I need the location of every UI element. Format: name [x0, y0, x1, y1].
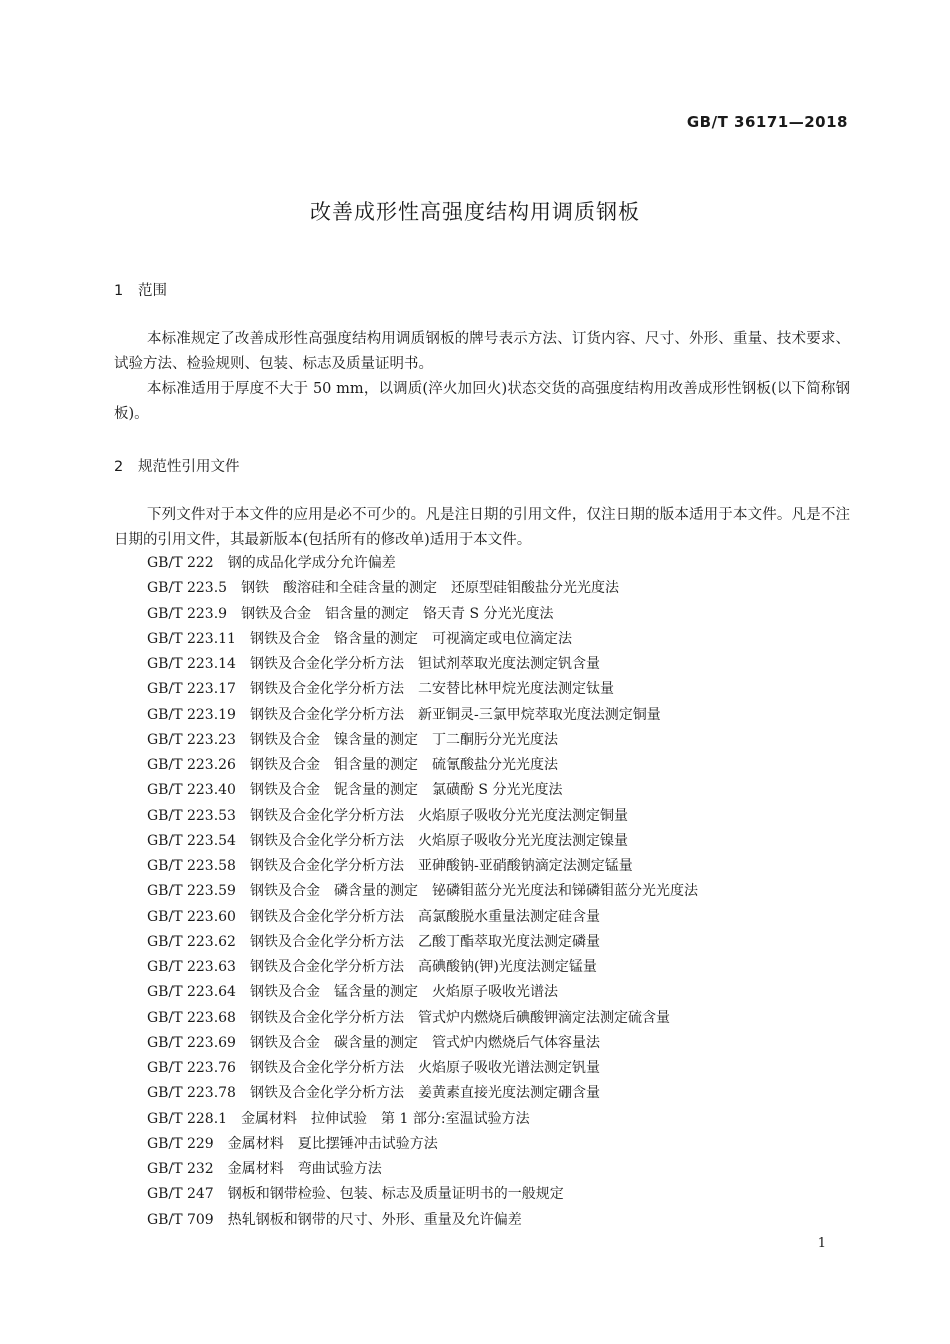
- reference-code: GB/T 709: [147, 1211, 214, 1228]
- reference-item: [147, 879, 698, 904]
- reference-item: [147, 551, 698, 576]
- section-number: 1: [114, 283, 124, 299]
- reference-item: [147, 1056, 698, 1081]
- reference-title: 钢板和钢带检验、包装、标志及质量证明书的一般规定: [227, 1186, 564, 1203]
- reference-title: 钢铁及合金化学分析方法 高碘酸钠(钾)光度法测定锰量: [249, 959, 597, 975]
- reference-item: [147, 778, 698, 803]
- reference-title: 钢铁及合金 铌含量的测定 氯磺酚 S 分光光度法: [249, 782, 563, 799]
- reference-code: GB/T 223.5: [147, 580, 228, 597]
- page-number: 1: [817, 1236, 826, 1251]
- reference-title: 钢铁及合金化学分析方法 姜黄素直接光度法测定硼含量: [249, 1085, 600, 1102]
- reference-title: 钢铁及合金化学分析方法 亚砷酸钠-亚硝酸钠滴定法测定锰量: [249, 858, 633, 874]
- reference-item: [147, 1006, 698, 1031]
- reference-title: 钢铁及合金 铬含量的测定 可视滴定或电位滴定法: [249, 630, 572, 647]
- reference-title: 钢铁及合金 磷含量的测定 铋磷钼蓝分光光度法和锑磷钼蓝分光光度法: [249, 883, 698, 900]
- reference-code: GB/T 223.58: [147, 858, 236, 874]
- reference-code: GB/T 223.78: [147, 1085, 236, 1102]
- reference-code: GB/T 223.17: [147, 681, 236, 698]
- reference-item: [147, 703, 698, 728]
- reference-code: GB/T 223.59: [147, 883, 236, 900]
- section-title: 规范性引用文件: [138, 459, 240, 475]
- scope-paragraph-1: 本标准规定了改善成形性高强度结构用调质钢板的牌号表示方法、订货内容、尺寸、外形、重量、技术要求、试验方法、检验规则、包装、标志及质量证明书。: [114, 331, 850, 372]
- reference-code: GB/T 247: [147, 1186, 214, 1203]
- reference-code: GB/T 223.64: [147, 984, 236, 1001]
- reference-title: 钢铁及合金 镍含量的测定 丁二酮肟分光光度法: [249, 731, 558, 748]
- reference-title: 钢铁 酸溶硅和全硅含量的测定 还原型硅钼酸盐分光光度法: [241, 580, 620, 597]
- section-2-heading: [114, 455, 240, 476]
- reference-title: 钢铁及合金化学分析方法 火焰原子吸收光谱法测定钒量: [249, 1060, 600, 1076]
- reference-code: GB/T 223.54: [147, 832, 236, 849]
- reference-title: 钢铁及合金化学分析方法 乙酸丁酯萃取光度法测定磷量: [249, 933, 600, 950]
- reference-title: 金属材料 弯曲试验方法: [227, 1161, 382, 1177]
- reference-title: 钢铁及合金 钼含量的测定 硫氰酸盐分光光度法: [249, 757, 558, 773]
- reference-item: [147, 1208, 698, 1233]
- reference-code: GB/T 223.63: [147, 959, 236, 975]
- reference-item: [147, 576, 698, 601]
- reference-title: 钢铁及合金化学分析方法 火焰原子吸收分光光度法测定铜量: [249, 807, 628, 824]
- reference-code: GB/T 223.76: [147, 1060, 236, 1076]
- reference-code: GB/T 228.1: [147, 1110, 228, 1127]
- reference-item: [147, 1107, 698, 1132]
- reference-title: 钢铁及合金化学分析方法 火焰原子吸收分光光度法测定镍量: [249, 832, 628, 849]
- reference-item: [147, 804, 698, 829]
- reference-item: [147, 930, 698, 955]
- reference-code: GB/T 223.11: [147, 630, 236, 647]
- reference-item: [147, 1182, 698, 1207]
- reference-item: [147, 1157, 698, 1182]
- reference-code: GB/T 223.68: [147, 1009, 236, 1026]
- reference-title: 钢铁及合金化学分析方法 高氯酸脱水重量法测定硅含量: [249, 908, 600, 925]
- scope-paragraph-2: 本标准适用于厚度不大于 50 mm，以调质(淬火加回火)状态交货的高强度结构用改善成形性钢板(以下简称钢板)。: [114, 381, 850, 422]
- reference-item: [147, 1132, 698, 1157]
- reference-item: [147, 677, 698, 702]
- reference-title: 钢的成品化学成分允许偏差: [227, 555, 396, 571]
- reference-title: 钢铁及合金化学分析方法 二安替比林甲烷光度法测定钛量: [249, 681, 614, 698]
- reference-item: [147, 728, 698, 753]
- reference-title: 钢铁及合金 铝含量的测定 铬天青 S 分光光度法: [241, 605, 554, 622]
- reference-item: [147, 602, 698, 627]
- standard-code: GB/T 36171—2018: [686, 113, 848, 131]
- reference-code: GB/T 223.26: [147, 757, 236, 773]
- reference-title: 金属材料 夏比摆锤冲击试验方法: [227, 1135, 438, 1152]
- reference-item: [147, 1081, 698, 1106]
- reference-code: GB/T 232: [147, 1161, 214, 1177]
- reference-item: [147, 980, 698, 1005]
- reference-item: [147, 652, 698, 677]
- reference-title: 钢铁及合金 碳含量的测定 管式炉内燃烧后气体容量法: [249, 1034, 600, 1051]
- reference-item: [147, 1031, 698, 1056]
- reference-code: GB/T 223.19: [147, 706, 236, 723]
- reference-code: GB/T 223.9: [147, 605, 228, 622]
- reference-code: GB/T 229: [147, 1135, 214, 1152]
- reference-code: GB/T 223.14: [147, 656, 236, 672]
- reference-item: [147, 854, 698, 879]
- reference-title: 钢铁及合金化学分析方法 管式炉内燃烧后碘酸钾滴定法测定硫含量: [249, 1009, 670, 1026]
- reference-item: [147, 627, 698, 652]
- reference-title: 钢铁及合金化学分析方法 新亚铜灵-三氯甲烷萃取光度法测定铜量: [249, 706, 661, 723]
- section-title: 范围: [138, 283, 167, 299]
- reference-title: 钢铁及合金化学分析方法 钽试剂萃取光度法测定钒含量: [249, 656, 600, 672]
- reference-code: GB/T 223.69: [147, 1034, 236, 1051]
- section-1-heading: [114, 279, 167, 300]
- reference-code: GB/T 223.53: [147, 807, 236, 824]
- reference-code: GB/T 223.62: [147, 933, 236, 950]
- reference-title: 金属材料 拉伸试验 第 1 部分:室温试验方法: [241, 1110, 530, 1127]
- reference-item: [147, 905, 698, 930]
- section-number: 2: [114, 459, 124, 475]
- reference-item: [147, 955, 698, 980]
- reference-list: [147, 551, 698, 1233]
- reference-code: GB/T 222: [147, 555, 214, 571]
- reference-code: GB/T 223.40: [147, 782, 236, 799]
- document-title: 改善成形性高强度结构用调质钢板: [310, 200, 640, 224]
- reference-title: 钢铁及合金 锰含量的测定 火焰原子吸收光谱法: [249, 984, 558, 1001]
- reference-title: 热轧钢板和钢带的尺寸、外形、重量及允许偏差: [227, 1211, 522, 1228]
- reference-item: [147, 829, 698, 854]
- reference-item: [147, 753, 698, 778]
- reference-code: GB/T 223.23: [147, 731, 236, 748]
- reference-code: GB/T 223.60: [147, 908, 236, 925]
- references-intro-paragraph: 下列文件对于本文件的应用是必不可少的。凡是注日期的引用文件，仅注日期的版本适用于本文件。凡是不注日期的引用文件，其最新版本(包括所有的修改单)适用于本文件。: [114, 507, 850, 548]
